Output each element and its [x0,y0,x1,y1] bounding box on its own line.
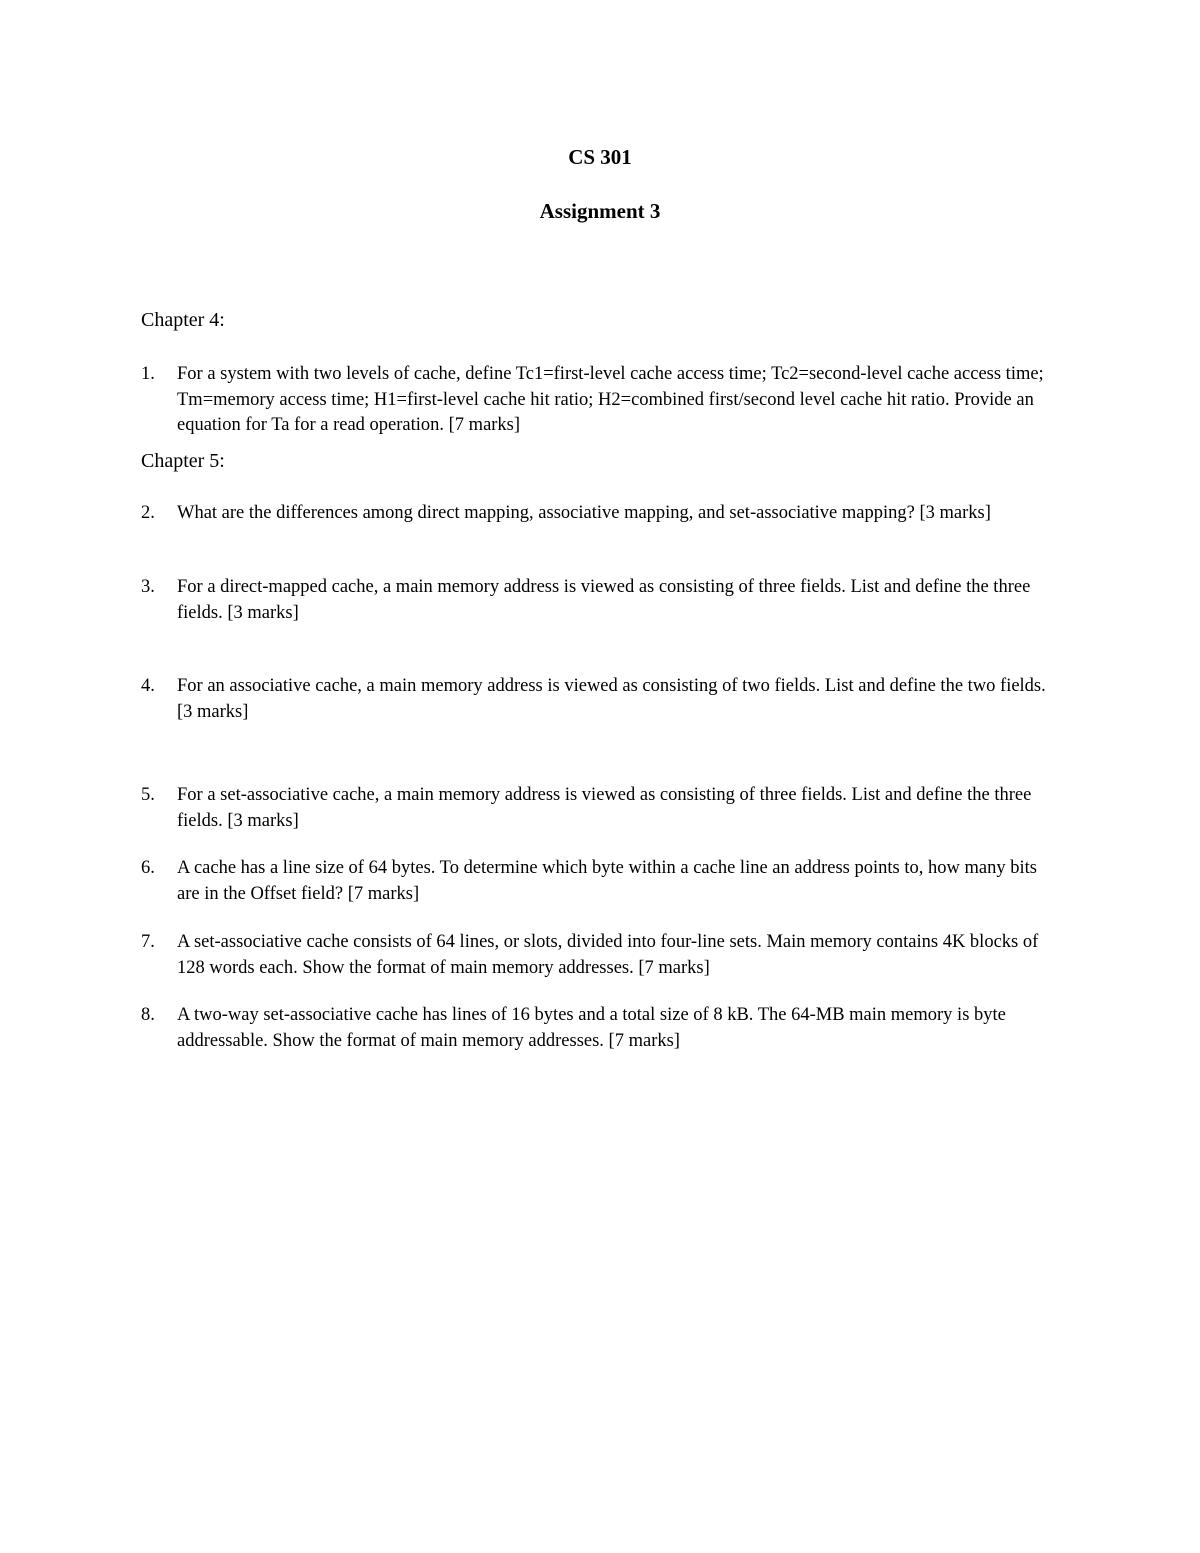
question-number: 3. [141,577,155,597]
question-3 [141,575,1061,626]
assignment-title: Assignment 3 [539,199,661,223]
chapter-5-heading: Chapter 5: [141,450,225,472]
question-6 [141,856,1061,907]
question-2 [141,501,1061,527]
question-number: 8. [141,1005,155,1025]
question-text: For an associative cache, a main memory address is viewed as consisting of two fields. List and define the two fields. [3 marks] [177,676,1046,722]
course-title: CS 301 [568,145,632,169]
question-1 [141,362,1061,439]
question-text: For a direct-mapped cache, a main memory address is viewed as consisting of three fields. List and define the three fields. [3 marks] [177,577,1031,623]
question-text: What are the differences among direct mapping, associative mapping, and set-associative mapping? [3 marks] [177,503,991,523]
question-5 [141,783,1061,834]
question-number: 5. [141,785,155,805]
question-text: A cache has a line size of 64 bytes. To determine which byte within a cache line an address points to, how many bits are in the Offset field? [7 marks] [177,858,1037,904]
question-4 [141,674,1061,725]
question-text: A two-way set-associative cache has lines of 16 bytes and a total size of 8 kB. The 64-MB main memory is byte addressable. Show the format of main memory addresses. [7 marks] [177,1005,1006,1051]
question-number: 2. [141,503,155,523]
question-number: 4. [141,676,155,696]
question-text: A set-associative cache consists of 64 lines, or slots, divided into four-line sets. Main memory contains 4K blocks of 128 words each. Show the format of main memory addresses. [7 marks] [177,932,1039,978]
question-text: For a system with two levels of cache, define Tc1=first-level cache access time; Tc2=second-level cache access time; Tm=memory access time; H1=first-level cache hit ratio; H2=combined first/second level cache hit ratio. Provide an equation for Ta for a read operation. [7 marks] [177,364,1044,435]
question-number: 7. [141,932,155,952]
question-text: For a set-associative cache, a main memory address is viewed as consisting of three fields. List and define the three fields. [3 marks] [177,785,1032,831]
question-number: 6. [141,858,155,878]
question-7 [141,930,1061,981]
question-number: 1. [141,364,155,384]
question-8 [141,1003,1061,1054]
chapter-4-heading: Chapter 4: [141,309,225,331]
